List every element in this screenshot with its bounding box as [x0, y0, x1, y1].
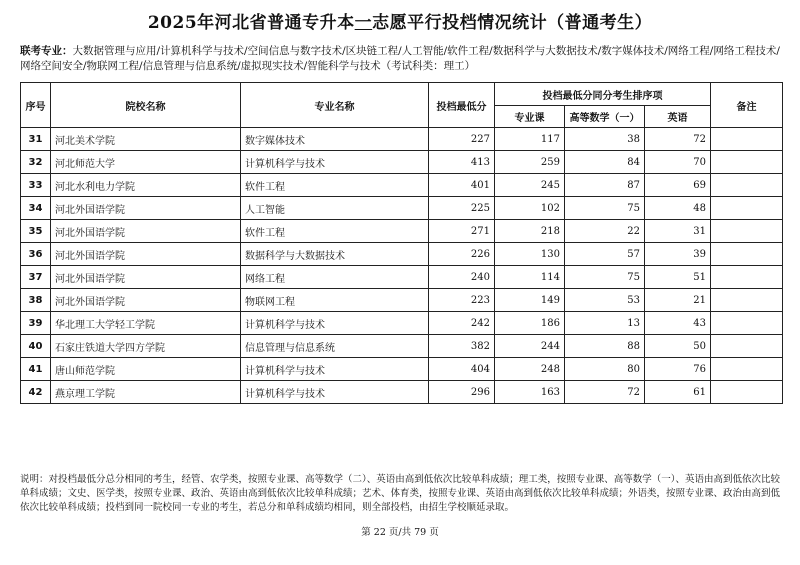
cell-major-course: 248	[495, 358, 565, 381]
cell-major-course: 163	[495, 381, 565, 404]
header-tie-group: 投档最低分同分考生排序项	[495, 83, 711, 106]
cell-major-course: 114	[495, 266, 565, 289]
cell-english: 72	[645, 128, 711, 151]
cell-math: 75	[565, 197, 645, 220]
cell-major-course: 149	[495, 289, 565, 312]
page-footer: 第 22 页/共 79 页	[361, 527, 439, 538]
cell-english: 76	[645, 358, 711, 381]
cell-math: 88	[565, 335, 645, 358]
admission-table	[20, 82, 783, 404]
cell-school: 燕京理工学院	[51, 381, 241, 404]
explanation-note: 说明：对投档最低分总分相同的考生，经管、农学类，按照专业课、高等数学（二）、英语由高到低依次比较单科成绩；理工类，按照专业课、高等数学（一）、英语由高到低依次比较单科成绩；文史、医学类，按照专业课、政治、英语由高到低依次比较单科成绩；艺术、体育类，按照专业课、英语由高到低依次比较单科成绩；外语类，按照专业课、政治由高到低依次比较单科成绩；投档到同一院校同一专业的考生，若总分和单科成绩均相同，则全部投档，由招生学校顺延录取。	[20, 474, 781, 513]
table-row	[21, 312, 783, 335]
table-row	[21, 335, 783, 358]
cell-english: 21	[645, 289, 711, 312]
cell-math: 53	[565, 289, 645, 312]
cell-english: 43	[645, 312, 711, 335]
majors-list	[20, 44, 782, 74]
title-prefix: 2025年河北省普通专升本	[147, 13, 355, 33]
cell-remark	[711, 243, 783, 266]
cell-math: 75	[565, 266, 645, 289]
table-body	[21, 128, 783, 404]
cell-school: 河北美术学院	[51, 128, 241, 151]
header-seq: 序号	[21, 83, 51, 128]
table-row	[21, 381, 783, 404]
cell-math: 84	[565, 151, 645, 174]
cell-remark	[711, 335, 783, 358]
cell-min-total: 404	[429, 358, 495, 381]
cell-math: 38	[565, 128, 645, 151]
header-major: 专业名称	[241, 83, 429, 128]
cell-remark	[711, 128, 783, 151]
header-min-total: 投档最低分	[429, 83, 495, 128]
table-row	[21, 243, 783, 266]
cell-major: 信息管理与信息系统	[241, 335, 429, 358]
table-row	[21, 289, 783, 312]
cell-seq: 36	[21, 243, 51, 266]
majors-text: 大数据管理与应用/计算机科学与技术/空间信息与数字技术/区块链工程/人工智能/软件工程/数据科学与大数据技术/数字媒体技术/网络工程/网络工程技术/网络空间安全/物联网工程/信息管理与信息系统/虚拟现实技术/智能科学与技术（考试科类：理工）	[20, 45, 780, 72]
cell-school: 华北理工大学轻工学院	[51, 312, 241, 335]
cell-major: 计算机科学与技术	[241, 381, 429, 404]
table-row	[21, 358, 783, 381]
cell-school: 河北师范大学	[51, 151, 241, 174]
cell-school: 唐山师范学院	[51, 358, 241, 381]
cell-remark	[711, 220, 783, 243]
cell-seq: 31	[21, 128, 51, 151]
cell-remark	[711, 289, 783, 312]
cell-remark	[711, 174, 783, 197]
cell-major-course: 245	[495, 174, 565, 197]
title-suffix: 志愿平行投档情况统计（普通考生）	[372, 13, 653, 33]
table-row	[21, 197, 783, 220]
cell-seq: 41	[21, 358, 51, 381]
table-row	[21, 151, 783, 174]
cell-seq: 32	[21, 151, 51, 174]
cell-major-course: 102	[495, 197, 565, 220]
cell-remark	[711, 151, 783, 174]
cell-min-total: 271	[429, 220, 495, 243]
majors-label: 联考专业：	[20, 45, 73, 57]
header-major-course: 专业课	[495, 106, 565, 128]
cell-seq: 34	[21, 197, 51, 220]
cell-major: 软件工程	[241, 174, 429, 197]
header-english: 英语	[645, 106, 711, 128]
cell-math: 57	[565, 243, 645, 266]
header-math: 高等数学（一）	[565, 106, 645, 128]
cell-english: 39	[645, 243, 711, 266]
cell-major: 计算机科学与技术	[241, 312, 429, 335]
cell-min-total: 223	[429, 289, 495, 312]
cell-english: 51	[645, 266, 711, 289]
cell-school: 河北外国语学院	[51, 220, 241, 243]
table-row	[21, 220, 783, 243]
cell-min-total: 382	[429, 335, 495, 358]
cell-min-total: 413	[429, 151, 495, 174]
cell-remark	[711, 312, 783, 335]
cell-major: 物联网工程	[241, 289, 429, 312]
cell-min-total: 242	[429, 312, 495, 335]
cell-math: 87	[565, 174, 645, 197]
cell-major-course: 186	[495, 312, 565, 335]
cell-math: 80	[565, 358, 645, 381]
cell-remark	[711, 358, 783, 381]
cell-english: 31	[645, 220, 711, 243]
cell-seq: 40	[21, 335, 51, 358]
cell-min-total: 226	[429, 243, 495, 266]
cell-min-total: 296	[429, 381, 495, 404]
cell-major-course: 259	[495, 151, 565, 174]
cell-math: 22	[565, 220, 645, 243]
table-row	[21, 128, 783, 151]
cell-school: 河北外国语学院	[51, 266, 241, 289]
cell-school: 河北水利电力学院	[51, 174, 241, 197]
cell-major: 网络工程	[241, 266, 429, 289]
cell-major: 计算机科学与技术	[241, 358, 429, 381]
cell-major: 数字媒体技术	[241, 128, 429, 151]
cell-seq: 35	[21, 220, 51, 243]
title-underlined: 一	[354, 13, 373, 33]
cell-english: 61	[645, 381, 711, 404]
cell-school: 河北外国语学院	[51, 197, 241, 220]
cell-min-total: 401	[429, 174, 495, 197]
cell-seq: 42	[21, 381, 51, 404]
cell-major-course: 130	[495, 243, 565, 266]
cell-major: 人工智能	[241, 197, 429, 220]
cell-major-course: 218	[495, 220, 565, 243]
cell-remark	[711, 381, 783, 404]
cell-remark	[711, 266, 783, 289]
cell-school: 石家庄铁道大学四方学院	[51, 335, 241, 358]
cell-seq: 33	[21, 174, 51, 197]
cell-seq: 37	[21, 266, 51, 289]
cell-major: 软件工程	[241, 220, 429, 243]
cell-english: 70	[645, 151, 711, 174]
cell-major: 数据科学与大数据技术	[241, 243, 429, 266]
cell-seq: 39	[21, 312, 51, 335]
cell-math: 13	[565, 312, 645, 335]
cell-major-course: 244	[495, 335, 565, 358]
cell-seq: 38	[21, 289, 51, 312]
cell-min-total: 225	[429, 197, 495, 220]
cell-english: 48	[645, 197, 711, 220]
cell-major-course: 117	[495, 128, 565, 151]
cell-english: 69	[645, 174, 711, 197]
cell-math: 72	[565, 381, 645, 404]
cell-school: 河北外国语学院	[51, 289, 241, 312]
table-row	[21, 266, 783, 289]
header-school: 院校名称	[51, 83, 241, 128]
cell-min-total: 240	[429, 266, 495, 289]
cell-english: 50	[645, 335, 711, 358]
page-title	[0, 8, 800, 33]
cell-major: 计算机科学与技术	[241, 151, 429, 174]
table-row	[21, 174, 783, 197]
cell-min-total: 227	[429, 128, 495, 151]
header-remark: 备注	[711, 83, 783, 128]
cell-remark	[711, 197, 783, 220]
cell-school: 河北外国语学院	[51, 243, 241, 266]
